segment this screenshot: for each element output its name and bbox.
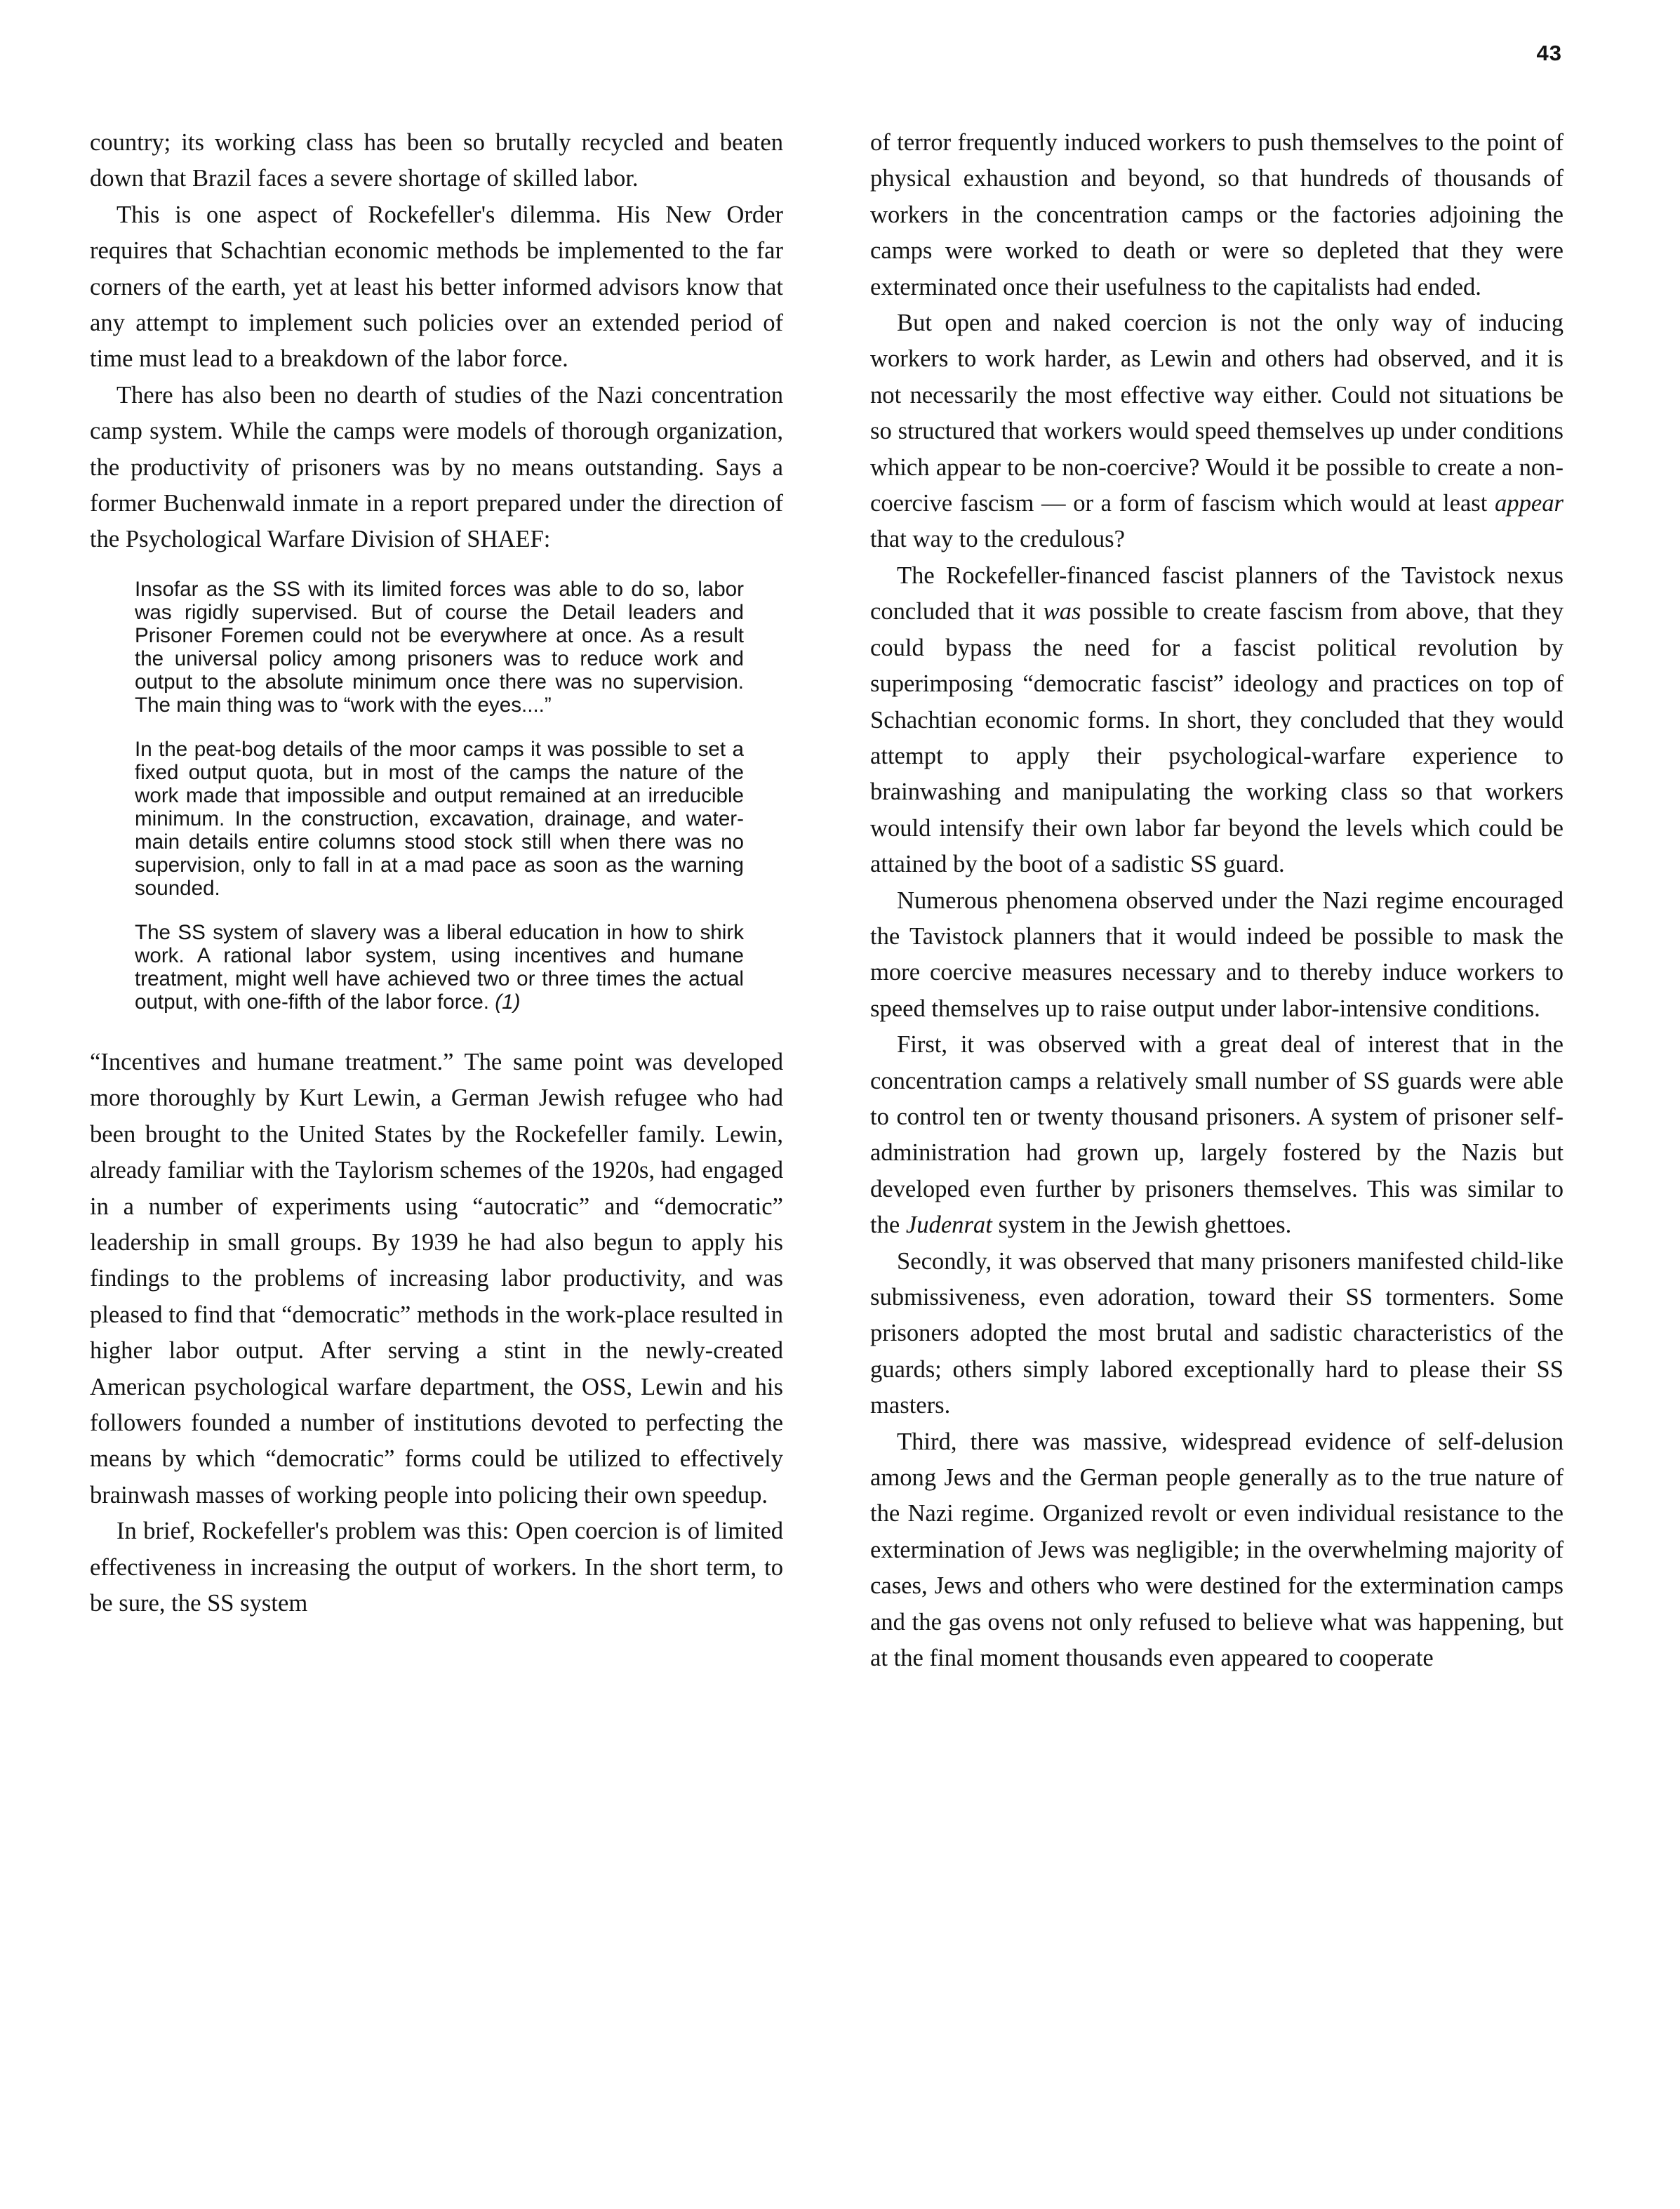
paragraph: There has also been no dearth of studies of the Nazi concentration camp system. While the camps were models of thorough organization, the productivity of prisoners was by no means outstanding. Says a former Buchenwald inmate in a report prepared under the direction of the Psychological Warfare Division of SHAEF: — [90, 381, 783, 553]
paragraph-text: system in the Jewish ghettoes. — [998, 1212, 1292, 1239]
paragraph-text: The Rockefeller-financed fascist planners of the Tavistock nexus concluded that it — [870, 562, 1564, 625]
emphasis: appear — [1495, 490, 1564, 517]
quote-paragraph: In the peat-bog details of the moor camps it was possible to set a fixed output quota, but in most of the camps the nature of the work made that impossible and output remained at an irreducible minimum. In the construction, excavation, drainage, and water-main details entire columns stood stock still when there was no supervision, only to fall in at a mad pace as soon as the warning sounded. — [135, 737, 744, 900]
quote-text: The SS system of slavery was a liberal education in how to shirk work. A rational labor system, using incentives and humane treatment, might well have achieved two or three times the actual output, with one-fifth of the labor force. — [135, 920, 744, 1014]
paragraph-text: But open and naked coercion is not the only way of inducing workers to work harder, as Lewin and others had observed, and it is not necessarily the most effective way either. Could not situations be so structured that workers would speed themselves up under conditions which appear to be non-coercive? Would it be possible to create a non-coercive fascism — or a form of fascism which would at least — [870, 310, 1564, 517]
emphasis: Judenrat — [905, 1212, 992, 1239]
paragraph: country; its working class has been so brutally recycled and beaten down that Brazil faces a severe shortage of skilled labor. — [90, 129, 783, 192]
paragraph: of terror frequently induced workers to push themselves to the point of physical exhaustion and beyond, so that hundreds of thousands of workers in the concentration camps or the factories adjoining the camps were worked to death or were so depleted that they were exterminated once their usefulness to the capitalists had ended. — [870, 129, 1564, 300]
emphasis: was — [1043, 598, 1081, 625]
page-number: 43 — [1536, 41, 1562, 65]
footnote-reference: (1) — [495, 990, 521, 1014]
left-column — [90, 125, 783, 1621]
paragraph: “Incentives and humane treatment.” The same point was developed more thoroughly by Kurt Lewin, a German Jewish refugee who had been brought to the United States by the Rockefeller family. Lewin, already familiar with the Taylorism schemes of the 1920s, had engaged in a number of experiments using “autocratic” and “democratic” leadership in small groups. By 1939 he had also begun to apply his findings to the problems of increasing labor productivity, and was pleased to find that “democratic” methods in the work-place resulted in higher labor output. After serving a stint in the newly-created American psychological warfare department, the OSS, Lewin and his followers founded a number of institutions devoted to perfecting the means by which “democratic” forms could be utilized to effectively brainwash masses of working people into policing their own speedup. — [90, 1048, 783, 1508]
right-column — [870, 125, 1564, 1676]
paragraph — [870, 305, 1564, 558]
quote-paragraph — [135, 921, 744, 1014]
paragraph-text: possible to create fascism from above, that they could bypass the need for a fascist political revolution by superimposing “democratic fascist” ideology and practices on top of Schachtian economic forms. In short, they concluded that they would attempt to apply their psychological-warfare experience to brainwashing and manipulating the working class so that workers would intensify their own labor far beyond the levels which could be attained by the boot of a sadistic SS guard. — [870, 598, 1564, 878]
paragraph — [870, 1027, 1564, 1243]
paragraph: Secondly, it was observed that many prisoners manifested child-like submissiveness, even adoration, toward their SS tormenters. Some prisoners adopted the most brutal and sadistic characteristics of the guards; others simply labored exceptionally hard to please their SS masters. — [870, 1247, 1564, 1419]
paragraph: Third, there was massive, widespread evidence of self-delusion among Jews and the German people generally as to the true nature of the Nazi regime. Organized revolt or even individual resistance to the extermination of Jews was negligible; in the overwhelming majority of cases, Jews and others who were destined for the extermination camps and the gas ovens not only refused to believe what was happening, but at the final moment thousands even appeared to cooperate — [870, 1428, 1564, 1672]
paragraph-text: that way to the credulous? — [870, 526, 1125, 553]
paragraph: Numerous phenomena observed under the Nazi regime encouraged the Tavistock planners that it would indeed be possible to mask the more coercive measures necessary and to thereby induce workers to speed themselves up to raise output under labor-intensive conditions. — [870, 887, 1564, 1022]
paragraph: In brief, Rockefeller's problem was this: Open coercion is of limited effectiveness in increasing the output of workers. In the short term, to be sure, the SS system — [90, 1518, 783, 1617]
paragraph-text: First, it was observed with a great deal of interest that in the concentration camps a relatively small number of SS guards were able to control ten or twenty thousand prisoners. A system of prisoner self-administration had grown up, largely fostered by the Nazis but developed even further by prisoners themselves. This was similar to the — [870, 1031, 1564, 1239]
quote-paragraph: Insofar as the SS with its limited forces was able to do so, labor was rigidly supervised. But of course the Detail leaders and Prisoner Foremen could not be everywhere at once. As a result the universal policy among prisoners was to reduce work and output to the absolute minimum once there was no supervision. The main thing was to “work with the eyes....” — [135, 577, 744, 717]
paragraph: This is one aspect of Rockefeller's dilemma. His New Order requires that Schachtian economic methods be implemented to the far corners of the earth, yet at least his better informed advisors know that any attempt to implement such policies over an extended period of time must lead to a breakdown of the labor force. — [90, 201, 783, 373]
block-quote — [135, 578, 744, 1014]
paragraph — [870, 558, 1564, 883]
